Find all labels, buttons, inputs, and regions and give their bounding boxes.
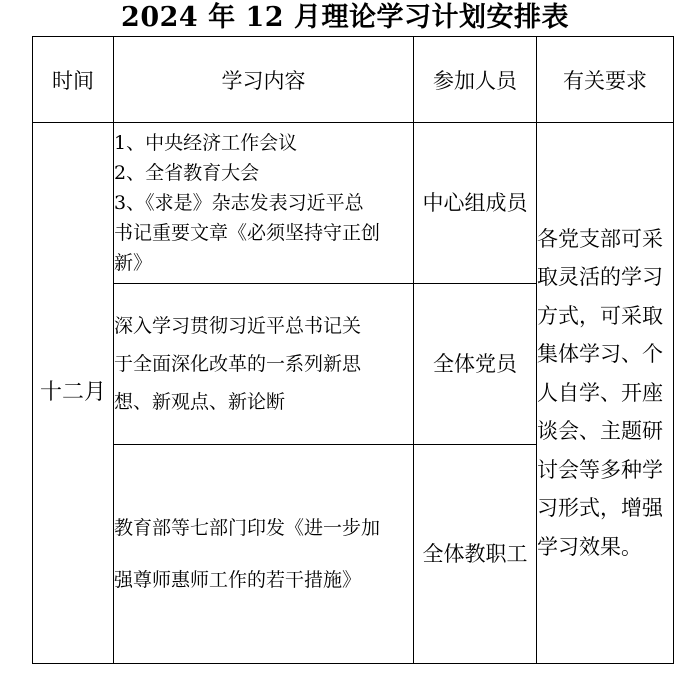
- page-title: 2024 年 12 月理论学习计划安排表: [121, 2, 569, 33]
- table-header-row: [33, 37, 674, 123]
- header-participants: 参加人员: [414, 37, 537, 123]
- content-line: 教育部等七部门印发《进一步加: [114, 517, 381, 539]
- content-cell: [114, 445, 414, 664]
- content-line: 强尊师惠师工作的若干措施》: [114, 569, 362, 591]
- content-line: 于全面深化改革的一系列新思: [114, 353, 362, 375]
- content-cell: [114, 284, 414, 445]
- content-line: 书记重要文章《必须坚持守正创: [114, 222, 381, 244]
- content-line: 想、新观点、新论断: [114, 391, 286, 413]
- content-line: 3、《求是》杂志发表习近平总: [114, 192, 364, 214]
- participants-cell: 全体党员: [414, 284, 537, 445]
- header-requirements: 有关要求: [537, 37, 674, 123]
- content-line: 2、全省教育大会: [114, 162, 260, 184]
- header-time: 时间: [33, 37, 114, 123]
- content-cell: [114, 123, 414, 284]
- content-line: 1、中央经济工作会议: [114, 132, 298, 154]
- study-plan-table: [32, 36, 674, 664]
- content-line: 新》: [114, 252, 153, 274]
- participants-cell: 全体教职工: [414, 445, 537, 664]
- header-content: 学习内容: [114, 37, 414, 123]
- content-line: 深入学习贯彻习近平总书记关: [114, 315, 362, 337]
- table-row: [33, 123, 674, 284]
- month-cell: 十二月: [33, 123, 114, 664]
- requirements-cell: 各党支部可采取灵活的学习方式，可采取集体学习、个人自学、开座谈会、主题研讨会等多种学习形式，增强学习效果。: [537, 123, 674, 664]
- participants-cell: 中心组成员: [414, 123, 537, 284]
